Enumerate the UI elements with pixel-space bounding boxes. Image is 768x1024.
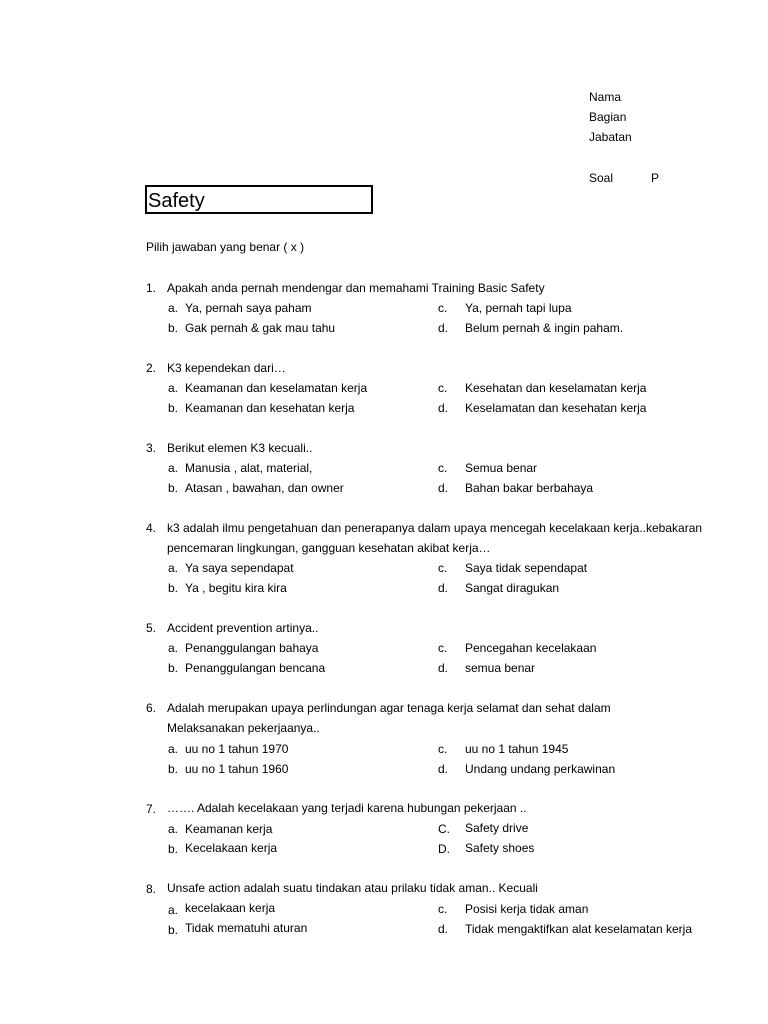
- option-text: Bahan bakar berbahaya: [465, 481, 594, 495]
- question-number: 7.: [146, 802, 157, 816]
- option-letter: b.: [168, 321, 179, 335]
- question-number: 3.: [146, 441, 157, 455]
- option-text: Penanggulangan bahaya: [185, 641, 319, 655]
- question-number: 4.: [146, 521, 157, 535]
- option-letter: d.: [438, 922, 449, 936]
- question-text: k3 adalah ilmu pengetahuan dan penerapanya dalam upaya mencegah kecelakaan kerja..kebakaran: [167, 521, 703, 535]
- option-letter: a.: [168, 742, 179, 756]
- option-letter: a.: [168, 301, 179, 315]
- option-letter: C.: [438, 822, 450, 836]
- option-letter: a.: [168, 822, 179, 836]
- question-text: Apakah anda pernah mendengar dan memahami Training Basic Safety: [167, 281, 545, 295]
- page-title: Safety: [148, 190, 205, 212]
- option-letter: c.: [438, 742, 448, 756]
- option-letter: c.: [438, 301, 448, 315]
- option-letter: b.: [168, 923, 179, 937]
- question-text: Berikut elemen K3 kecuali..: [167, 441, 313, 455]
- option-letter: d.: [438, 321, 449, 335]
- option-text: Keamanan kerja: [185, 822, 273, 836]
- option-text: Penanggulangan bencana: [185, 661, 326, 675]
- option-text: Ya, pernah tapi lupa: [465, 301, 572, 315]
- option-text: Kesehatan dan keselamatan kerja: [465, 381, 647, 395]
- option-text: Atasan , bawahan, dan owner: [185, 481, 344, 495]
- question-number: 1.: [146, 281, 157, 295]
- option-letter: d.: [438, 401, 449, 415]
- question-text: Accident prevention artinya..: [167, 621, 319, 635]
- option-text: Posisi kerja tidak aman: [465, 902, 589, 916]
- option-letter: b.: [168, 842, 179, 856]
- option-text: Manusia , alat, material,: [185, 461, 313, 475]
- option-letter: d.: [438, 661, 449, 675]
- option-text: Sangat diragukan: [465, 581, 560, 595]
- option-letter: c.: [438, 461, 448, 475]
- option-text: Ya, pernah saya paham: [185, 301, 312, 315]
- option-text: Tidak mengaktifkan alat keselamatan kerja: [465, 922, 693, 936]
- option-letter: c.: [438, 381, 448, 395]
- field-soal-label: Soal: [589, 171, 614, 185]
- option-letter: a.: [168, 561, 179, 575]
- option-text: Pencegahan kecelakaan: [465, 641, 597, 655]
- option-letter: b.: [168, 581, 179, 595]
- question-number: 2.: [146, 361, 157, 375]
- option-letter: a.: [168, 903, 179, 917]
- field-nama-label: Nama: [589, 90, 622, 104]
- option-text: Saya tidak sependapat: [465, 561, 588, 575]
- option-text: uu no 1 tahun 1945: [465, 742, 569, 756]
- option-text: Kecelakaan kerja: [185, 841, 278, 855]
- option-text: Safety drive: [465, 821, 529, 835]
- option-letter: d.: [438, 581, 449, 595]
- question-text: ……. Adalah kecelakaan yang terjadi karena hubungan pekerjaan ..: [167, 801, 527, 815]
- field-right-label: P: [651, 171, 660, 185]
- option-letter: b.: [168, 401, 179, 415]
- option-letter: a.: [168, 381, 179, 395]
- option-text: kecelakaan kerja: [185, 901, 276, 915]
- question-text: Adalah merupakan upaya perlindungan agar tenaga kerja selamat dan sehat dalam: [167, 701, 611, 715]
- option-letter: a.: [168, 641, 179, 655]
- option-text: Undang undang perkawinan: [465, 762, 616, 776]
- option-text: Belum pernah & ingin paham.: [465, 321, 624, 335]
- option-letter: b.: [168, 481, 179, 495]
- option-letter: d.: [438, 481, 449, 495]
- option-text: Tidak mematuhi aturan: [185, 921, 308, 935]
- option-letter: c.: [438, 902, 448, 916]
- option-text: Keamanan dan keselamatan kerja: [185, 381, 368, 395]
- question-text: Unsafe action adalah suatu tindakan atau prilaku tidak aman.. Kecuali: [167, 881, 538, 895]
- option-text: Ya , begitu kira kira: [185, 581, 287, 595]
- option-text: uu no 1 tahun 1960: [185, 762, 289, 776]
- option-text: Safety shoes: [465, 841, 535, 855]
- question-text: K3 kependekan dari…: [167, 361, 286, 375]
- option-text: Keamanan dan kesehatan kerja: [185, 401, 355, 415]
- question-number: 6.: [146, 701, 157, 715]
- option-letter: c.: [438, 561, 448, 575]
- option-text: semua benar: [465, 661, 536, 675]
- field-jabatan-label: Jabatan: [589, 130, 632, 144]
- option-letter: D.: [438, 842, 450, 856]
- option-text: Gak pernah & gak mau tahu: [185, 321, 336, 335]
- option-text: Keselamatan dan kesehatan kerja: [465, 401, 647, 415]
- option-letter: b.: [168, 762, 179, 776]
- field-bagian-label: Bagian: [589, 110, 627, 124]
- question-text-line-2: pencemaran lingkungan, gangguan kesehatan akibat kerja…: [167, 541, 491, 555]
- option-letter: c.: [438, 641, 448, 655]
- option-letter: b.: [168, 661, 179, 675]
- option-text: Ya saya sependapat: [185, 561, 294, 575]
- question-number: 5.: [146, 621, 157, 635]
- option-text: uu no 1 tahun 1970: [185, 742, 289, 756]
- question-number: 8.: [146, 882, 157, 896]
- instruction-text: Pilih jawaban yang benar ( x ): [146, 240, 305, 254]
- title-box: [145, 185, 373, 214]
- option-text: Semua benar: [465, 461, 538, 475]
- option-letter: d.: [438, 762, 449, 776]
- question-text-line-2: Melaksanakan pekerjaanya..: [167, 721, 320, 735]
- option-letter: a.: [168, 461, 179, 475]
